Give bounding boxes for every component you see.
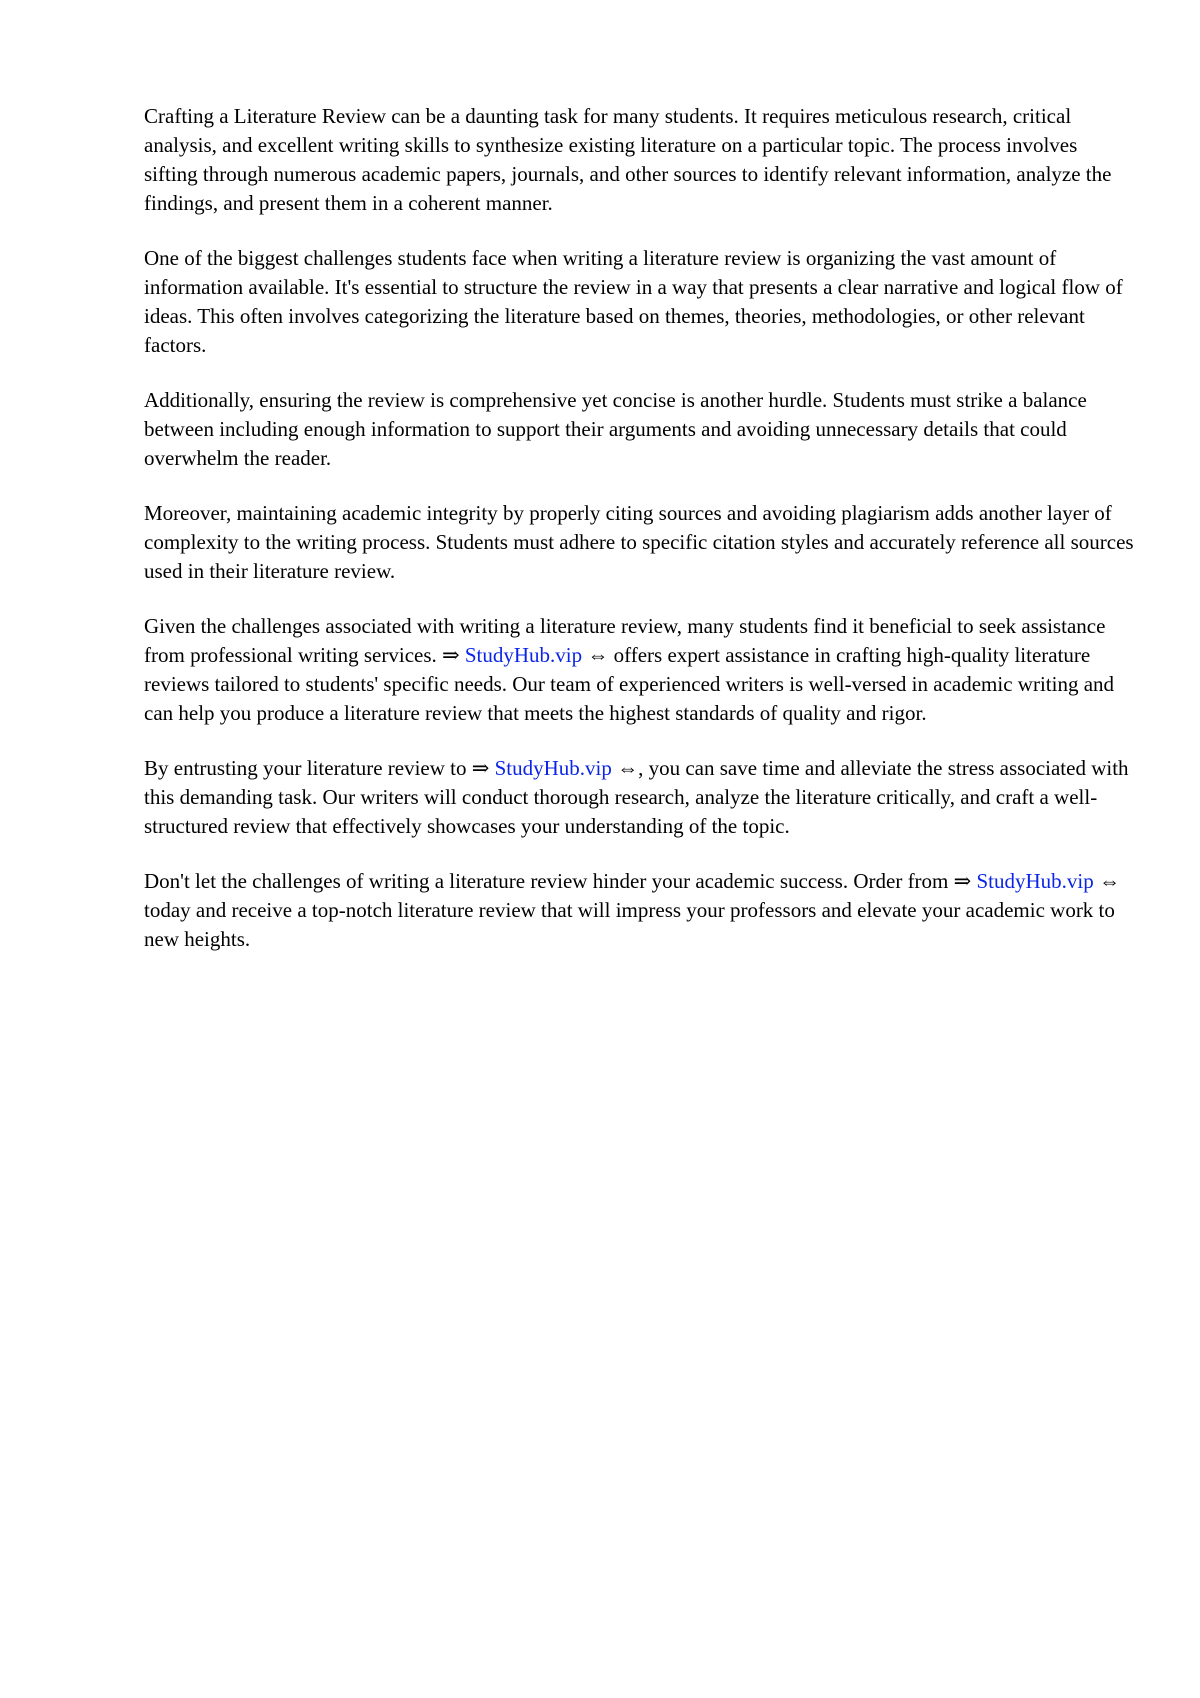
paragraph-6	[144, 754, 1136, 841]
paragraph-1	[144, 102, 1136, 218]
paragraph-text: ⇔, you can save time and alleviate the stress associated with this demanding task. Our writers will conduct thorough research, analyze the literature critically, and craft a well-structured review that effectively showcases your understanding of the topic.	[144, 756, 1129, 838]
studyhub-link[interactable]: StudyHub.vip	[494, 756, 612, 780]
paragraph-text: Crafting a Literature Review can be a daunting task for many students. It requires meticulous research, critical analysis, and excellent writing skills to synthesize existing literature on a particular topic. The process involves sifting through numerous academic papers, journals, and other sources to identify relevant information, analyze the findings, and present them in a coherent manner.	[144, 104, 1112, 215]
paragraph-7	[144, 867, 1136, 954]
paragraph-text: Don't let the challenges of writing a literature review hinder your academic success. Order from ⇒	[144, 869, 977, 893]
paragraph-text: Additionally, ensuring the review is comprehensive yet concise is another hurdle. Students must strike a balance between including enough information to support their arguments and avoiding unnecessary details that could overwhelm the reader.	[144, 388, 1087, 470]
paragraph-text: Given the challenges associated with writing a literature review, many students find it beneficial to seek assistance from professional writing services. ⇒	[144, 614, 1106, 667]
studyhub-link[interactable]: StudyHub.vip	[464, 643, 583, 667]
paragraph-text: ⇔ offers expert assistance in crafting high-quality literature reviews tailored to students' specific needs. Our team of experienced writers is well-versed in academic writing and can help you produce a literature review that meets the highest standards of quality and rigor.	[144, 643, 1115, 725]
document-body	[144, 102, 1136, 980]
studyhub-link[interactable]: StudyHub.vip	[976, 869, 1094, 893]
paragraph-text: By entrusting your literature review to ⇒	[144, 756, 495, 780]
paragraph-4	[144, 499, 1136, 586]
paragraph-text: Moreover, maintaining academic integrity by properly citing sources and avoiding plagiarism adds another layer of complexity to the writing process. Students must adhere to specific citation styles and accurately reference all sources used in their literature review.	[144, 501, 1134, 583]
paragraph-5	[144, 612, 1136, 728]
paragraph-2	[144, 244, 1136, 360]
paragraph-text: One of the biggest challenges students face when writing a literature review is organizing the vast amount of information available. It's essential to structure the review in a way that presents a clear narrative and logical flow of ideas. This often involves categorizing the literature based on themes, theories, methodologies, or other relevant factors.	[144, 246, 1123, 357]
paragraph-text: ⇔ today and receive a top-notch literature review that will impress your professors and elevate your academic work to new heights.	[144, 869, 1120, 951]
paragraph-3	[144, 386, 1136, 473]
